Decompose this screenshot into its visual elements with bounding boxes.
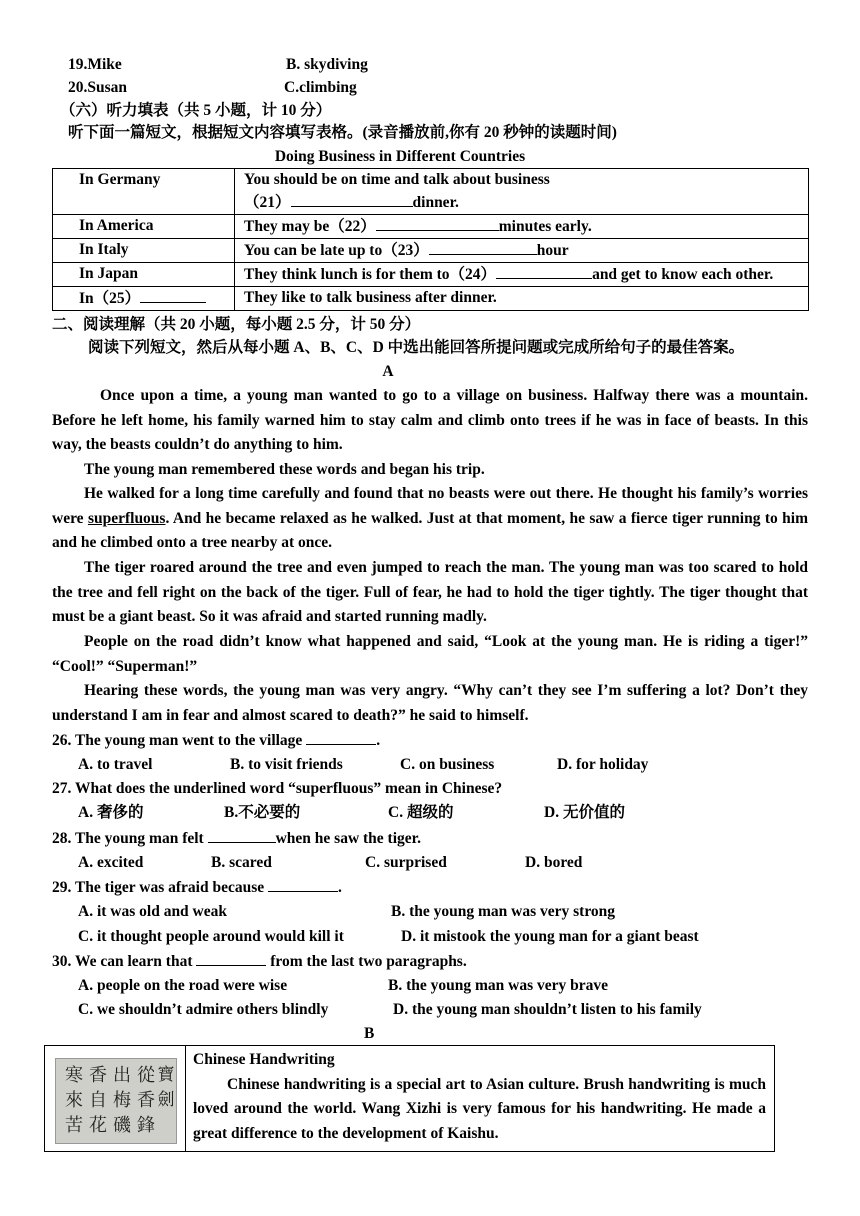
cell-prefix: They may be（22） [244, 218, 376, 235]
handwriting-image [45, 1046, 186, 1151]
content-cell: They like to talk business after dinner. [235, 287, 809, 311]
option[interactable]: D. the young man shouldn’t listen to his family [393, 1001, 702, 1018]
listening-table [52, 168, 809, 311]
cell-suffix: and get to know each other. [592, 266, 774, 283]
option[interactable]: A. it was old and weak [78, 903, 227, 920]
table-title: Doing Business in Different Countries [274, 148, 526, 165]
country-cell [53, 287, 235, 311]
content-cell [235, 239, 809, 263]
calligraphy-column: 香自花 [89, 1065, 107, 1136]
calligraphy-scroll-image [55, 1058, 177, 1144]
question-28 [52, 827, 421, 850]
option[interactable]: C. we shouldn’t admire others blindly [78, 1001, 329, 1018]
paragraph-text: . And he became relaxed as he walked. Just at that moment, he saw a fierce tiger running to him and he climbed onto a tree nearby at once. [52, 509, 808, 552]
table-row [53, 169, 809, 215]
option[interactable]: C. it thought people around would kill it [78, 928, 344, 945]
question-27: 27. What does the underlined word “superfluous” mean in Chinese? [52, 780, 503, 797]
question-29 [52, 876, 342, 899]
answer-blank[interactable] [196, 950, 266, 966]
country-cell: In Italy [53, 239, 235, 263]
calligraphy-column: 寒來苦 [65, 1065, 83, 1136]
option[interactable]: B. to visit friends [230, 756, 343, 773]
question-text: 28. The young man felt [52, 830, 204, 847]
question-text: from the last two paragraphs. [270, 953, 467, 970]
section6-instruction: 听下面一篇短文，根据短文内容填写表格。(录音播放前,你有 20 秒钟的读题时间) [68, 124, 617, 141]
question-number: （21） [244, 194, 291, 211]
passage-a-paragraph: Hearing these words, the young man was very angry. “Why can’t they see I’m suffering a lot? Don’t they understand I am in fear and almost scared to death?” he said to himself. [52, 682, 808, 724]
option[interactable]: B. the young man was very strong [391, 903, 616, 920]
answer-blank-22[interactable] [376, 215, 499, 231]
content-cell [235, 169, 809, 215]
cell-text-line2 [244, 191, 808, 214]
table-row [53, 215, 809, 239]
passage-a-paragraph: People on the road didn’t know what happened and said, “Look at the young man. He is riding a tiger!” “Cool!” “Superman!” [52, 633, 808, 675]
cell-suffix: minutes early. [498, 218, 592, 235]
passage-a-paragraph [52, 482, 808, 556]
passage-a-label: A [382, 363, 394, 380]
calligraphy-column: 從香鋒 [137, 1065, 155, 1136]
country-cell: In America [53, 215, 235, 239]
option[interactable]: B.不必要的 [224, 804, 301, 821]
question-text: . [376, 732, 381, 749]
cell-text: You should be on time and talk about business [244, 171, 550, 188]
cell-suffix: dinner. [412, 194, 459, 211]
answer-blank-23[interactable] [429, 239, 537, 255]
option[interactable]: D. bored [525, 854, 583, 871]
answer-blank[interactable] [306, 729, 376, 745]
country-cell: In Japan [53, 263, 235, 287]
question-text: when he saw the tiger. [275, 830, 421, 847]
table-row [53, 287, 809, 311]
answer-blank-24[interactable] [496, 263, 592, 279]
passage-a-paragraph: The young man remembered these words and began his trip. [84, 461, 485, 478]
passage-b-box [44, 1045, 775, 1152]
passage-b-text [193, 1048, 766, 1146]
match-item-option: C.climbing [284, 79, 357, 96]
option[interactable]: C. on business [400, 756, 495, 773]
question-text: 29. The tiger was afraid because [52, 879, 265, 896]
question-text: . [338, 879, 342, 896]
match-item-name: 20.Susan [68, 79, 128, 96]
paragraph-text: He walked for a long time carefully and found that no beasts were out there. He thought his family’s worries were [52, 485, 808, 527]
calligraphy-column: 寶劍 [157, 1065, 175, 1110]
match-item-name: 19.Mike [68, 56, 122, 73]
section2-instruction: 阅读下列短文，然后从每小题 A、B、C、D 中选出能回答所提问题或完成所给句子的最佳答案。 [88, 339, 745, 356]
table-row [53, 263, 809, 287]
calligraphy-column: 出梅磯 [113, 1065, 131, 1136]
question-text: 26. The young man went to the village [52, 732, 303, 749]
content-cell [235, 263, 809, 287]
match-item-option: B. skydiving [286, 56, 368, 73]
passage-b-paragraph: Chinese handwriting is a special art to Asian culture. Brush handwriting is much loved around the world. Wang Xizhi is very famous for his handwriting. He made a great difference to the development of Kaishu. [193, 1075, 766, 1142]
answer-blank-25[interactable] [140, 287, 206, 303]
cell-prefix: They think lunch is for them to（24） [244, 266, 497, 283]
option[interactable]: B. scared [211, 854, 272, 871]
cell-suffix: hour [536, 242, 569, 259]
table-row [53, 239, 809, 263]
question-26 [52, 729, 380, 752]
passage-b-label: B [364, 1025, 375, 1042]
question-text: 30. We can learn that [52, 953, 193, 970]
option[interactable]: C. 超级的 [388, 804, 454, 821]
option[interactable]: C. surprised [365, 854, 447, 871]
option[interactable]: D. for holiday [557, 756, 649, 773]
section6-heading: （六）听力填表（共 5 小题，计 10 分） [60, 102, 332, 119]
option[interactable]: A. to travel [78, 756, 153, 773]
question-30 [52, 950, 467, 973]
cell-prefix: You can be late up to（23） [244, 242, 429, 259]
option[interactable]: A. excited [78, 854, 144, 871]
answer-blank[interactable] [268, 876, 338, 892]
section2-heading: 二、阅读理解（共 20 小题，每小题 2.5 分，计 50 分） [52, 316, 421, 333]
content-cell [235, 215, 809, 239]
option[interactable]: D. 无价值的 [544, 804, 625, 821]
option[interactable]: D. it mistook the young man for a giant beast [401, 928, 699, 945]
passage-b-title: Chinese Handwriting [193, 1051, 335, 1068]
option[interactable]: B. the young man was very brave [388, 977, 609, 994]
option[interactable]: A. people on the road were wise [78, 977, 288, 994]
passage-a-paragraph: The tiger roared around the tree and even jumped to reach the man. The young man was too scared to hold the tree and fell right on the back of the tiger. Full of fear, he had to hold the tiger tightly. The tiger thought that must be a giant beast. So it was afraid and started running madly. [52, 559, 808, 626]
underlined-word: superfluous [87, 509, 166, 527]
answer-blank[interactable] [208, 827, 276, 843]
option[interactable]: A. 奢侈的 [78, 804, 144, 821]
passage-a-paragraph: Once upon a time, a young man wanted to go to a village on business. Halfway there was a mountain. Before he left home, his family warned him to stay calm and climb onto trees if he was in face of beasts. In this way, the beasts couldn’t do anything to him. [52, 387, 808, 454]
question-number: In（25） [79, 290, 141, 307]
country-cell: In Germany [53, 169, 235, 215]
answer-blank-21[interactable] [291, 191, 413, 207]
